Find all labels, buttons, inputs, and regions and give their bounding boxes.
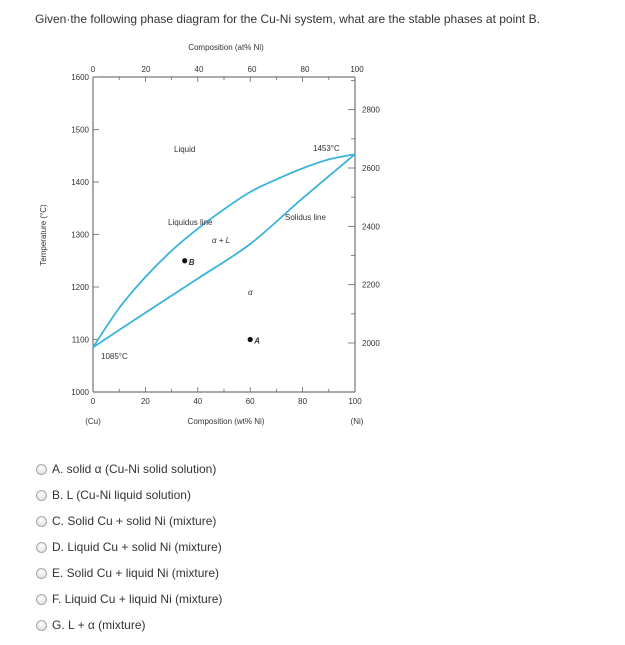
- option-c-radio[interactable]: [36, 516, 47, 527]
- right-tick-label: 2800: [362, 105, 380, 115]
- axis-ticks: [93, 77, 355, 392]
- solidus-curve: [93, 154, 355, 347]
- option-c-label: C. Solid Cu + solid Ni (mixture): [52, 514, 217, 528]
- option-e[interactable]: [36, 564, 219, 582]
- left-axis-label: Temperature (°C): [39, 204, 48, 266]
- option-f-radio[interactable]: [36, 594, 47, 605]
- bottom-tick-label: 40: [193, 397, 203, 406]
- bottom-tick-label: 80: [298, 397, 308, 406]
- right-tick-label: 2400: [362, 222, 380, 232]
- left-tick-label: 1200: [71, 283, 89, 292]
- top-tick-label: 100: [350, 65, 364, 74]
- left-tick-label: 1100: [71, 335, 89, 345]
- liquidus-line-label: Liquidus line: [168, 218, 213, 227]
- left-tick-labels: [71, 73, 89, 397]
- point-b-label: B: [188, 257, 195, 267]
- option-g[interactable]: [36, 616, 146, 634]
- right-tick-label: 2000: [362, 339, 380, 348]
- region-alpha-label: α: [248, 288, 253, 297]
- left-tick-label: 1400: [71, 178, 89, 187]
- option-e-label: E. Solid Cu + liquid Ni (mixture): [52, 566, 220, 580]
- top-tick-labels: [91, 65, 364, 74]
- bottom-tick-label: 20: [140, 397, 150, 406]
- option-g-label: G. L + α (mixture): [52, 618, 146, 632]
- cu-end-label: (Cu): [85, 417, 101, 426]
- option-a[interactable]: [36, 460, 216, 478]
- option-b-label: B. L (Cu-Ni liquid solution): [52, 488, 191, 502]
- left-tick-label: 1500: [71, 125, 89, 135]
- option-d[interactable]: [36, 538, 222, 556]
- option-g-radio[interactable]: [36, 620, 47, 631]
- option-f[interactable]: [36, 590, 222, 608]
- question-text: Given·the following phase diagram for the Cu-Ni system, what are the stable phases at point B.: [35, 12, 540, 26]
- ni-melting-label: 1453°C: [313, 144, 340, 153]
- point-a-label: A: [254, 336, 260, 346]
- top-tick-label: 20: [141, 65, 151, 74]
- right-tick-label: 2600: [362, 164, 380, 173]
- top-tick-label: 60: [247, 65, 257, 74]
- option-d-radio[interactable]: [36, 542, 47, 553]
- bottom-axis-label: Composition (wt% Ni): [187, 417, 265, 426]
- top-axis-label: Composition (at% Ni): [188, 43, 264, 52]
- top-tick-label: 0: [90, 65, 96, 74]
- region-liquid-label: Liquid: [174, 145, 196, 154]
- ni-end-label: (Ni): [350, 417, 364, 426]
- top-tick-label: 40: [194, 65, 204, 74]
- option-a-radio[interactable]: [36, 464, 47, 475]
- option-e-radio[interactable]: [36, 568, 47, 579]
- bottom-tick-label: 100: [348, 397, 362, 406]
- point-a-marker: [248, 337, 253, 342]
- right-tick-labels: [362, 106, 380, 348]
- bottom-tick-labels: [91, 397, 362, 406]
- left-tick-label: 1600: [71, 73, 89, 82]
- left-tick-label: 1000: [71, 388, 89, 397]
- bottom-tick-label: 60: [245, 397, 255, 406]
- option-d-label: D. Liquid Cu + solid Ni (mixture): [52, 540, 222, 554]
- bottom-tick-label: 0: [90, 397, 96, 406]
- region-alpha-l-label: α + L: [212, 236, 231, 245]
- option-a-label: A. solid α (Cu-Ni solid solution): [52, 462, 217, 476]
- solidus-line-label: Solidus line: [285, 213, 326, 222]
- point-b-marker: [182, 258, 187, 263]
- left-tick-label: 1300: [71, 230, 89, 240]
- option-b-radio[interactable]: [36, 490, 47, 501]
- right-tick-label: 2200: [362, 280, 380, 290]
- state-points: [182, 258, 260, 346]
- cu-melting-label: 1085°C: [101, 352, 128, 361]
- option-b[interactable]: [36, 486, 191, 504]
- option-c[interactable]: [36, 512, 216, 530]
- top-tick-label: 80: [300, 65, 310, 74]
- option-f-label: F. Liquid Cu + liquid Ni (mixture): [52, 592, 223, 606]
- liquidus-curve: [93, 154, 355, 347]
